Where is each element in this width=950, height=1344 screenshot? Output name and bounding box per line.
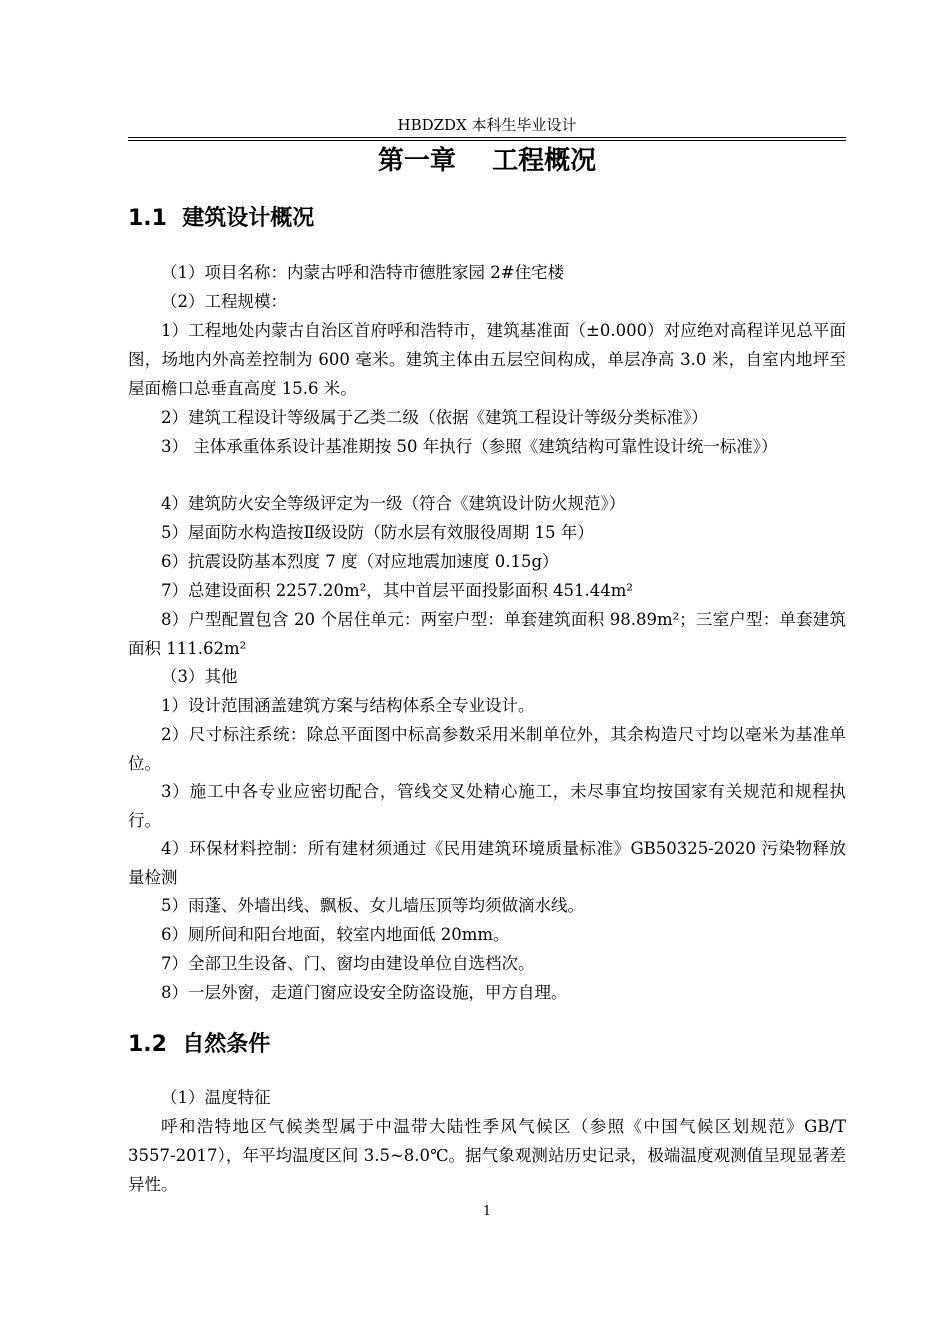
paragraph-other-title: （3）其他 [161, 667, 238, 686]
paragraph-scale-1: 1）工程地处内蒙古自治区首府呼和浩特市，建筑基准面（±0.000）对应绝对高程详见总平面图，场地内外高差控制为 600 毫米。建筑主体由五层空间构成，单层净高 3.0 米，自室内地坪至屋面檐口总垂直高度 15.6 米。 [128, 321, 846, 398]
paragraph-other-2: 2）尺寸标注系统：除总平面图中标高参数采用米制单位外，其余构造尺寸均以毫米为基准单位。 [128, 725, 846, 773]
paragraph-scale-4: 4）建筑防火安全等级评定为一级（符合《建筑设计防火规范》） [161, 494, 626, 513]
paragraph-scale-3: 3） 主体承重体系设计基准期按 50 年执行（参照《建筑结构可靠性设计统一标准》） [161, 437, 778, 456]
paragraph-other-3: 3）施工中各专业应密切配合，管线交叉处精心施工，未尽事宜均按国家有关规范和规程执行。 [128, 782, 846, 830]
paragraph-project-name: （1）项目名称：内蒙古呼和浩特市德胜家园 2#住宅楼 [161, 263, 565, 282]
page-number: 1 [482, 1204, 492, 1219]
paragraph-scale-title: （2）工程规模： [161, 292, 287, 311]
paragraph-scale-6: 6）抗震设防基本烈度 7 度（对应地震加速度 0.15g） [161, 552, 559, 571]
paragraph-scale-7: 7）总建设面积 2257.20m²，其中首层平面投影面积 451.44m² [161, 581, 633, 600]
paragraph-other-6: 6）厕所间和阳台地面，较室内地面低 20mm。 [161, 925, 510, 944]
header-rule-thick [128, 137, 846, 138]
header-rule-thin [128, 140, 846, 141]
paragraph-scale-5: 5）屋面防水构造按Ⅱ级设防（防水层有效服役周期 15 年） [161, 523, 594, 542]
section-heading-1-1: 1.1 建筑设计概况 [128, 206, 315, 231]
section-heading-1-2: 1.2 自然条件 [128, 1032, 271, 1057]
chapter-title: 第一章 工程概况 [377, 146, 597, 176]
paragraph-other-8: 8）一层外窗，走道门窗应设安全防盗设施，甲方自理。 [161, 983, 568, 1002]
paragraph-other-1: 1）设计范围涵盖建筑方案与结构体系全专业设计。 [161, 696, 535, 715]
paragraph-other-7: 7）全部卫生设备、门、窗均由建设单位自选档次。 [161, 954, 535, 973]
paragraph-other-5: 5）雨蓬、外墙出线、飘板、女儿墙压顶等均须做滴水线。 [161, 896, 584, 915]
paragraph-scale-8: 8）户型配置包含 20 个居住单元：两室户型：单套建筑面积 98.89m²；三室户型：单套建筑面积 111.62m² [128, 610, 846, 658]
paragraph-temperature-title: （1）温度特征 [161, 1088, 271, 1107]
paragraph-temperature-body: 呼和浩特地区气候类型属于中温带大陆性季风气候区（参照《中国气候区划规范》GB/T 3557-2017），年平均温度区间 3.5~8.0℃。据气象观测站历史记录，极端温度观测值呈现显著差异性。 [128, 1117, 846, 1194]
paragraph-scale-2: 2）建筑工程设计等级属于乙类二级（依据《建筑工程设计等级分类标准》） [161, 408, 708, 427]
paragraph-other-4: 4）环保材料控制：所有建材须通过《民用建筑环境质量标准》GB50325-2020 污染物释放量检测 [128, 839, 846, 887]
running-header: HBDZDX 本科生毕业设计 [397, 116, 577, 134]
